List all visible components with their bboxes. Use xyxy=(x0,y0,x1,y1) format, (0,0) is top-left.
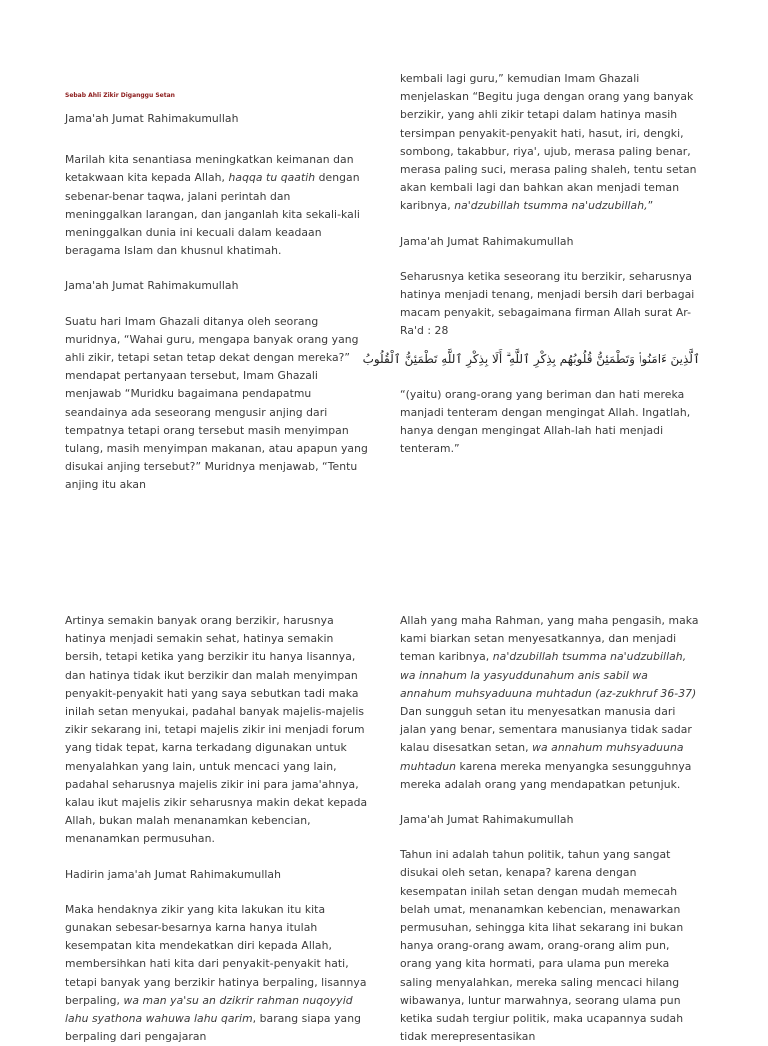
explanation-italic-phrase: na'dzubillah tsumma na'udzubillah, xyxy=(454,199,648,213)
rahman-text-c: karena mereka menyangka sesungguhnya mereka adalah orang yang mendapatkan petunjuk. xyxy=(400,759,692,791)
rahman-text-a: Allah yang maha Rahman, yang maha pengasih, maka kami biarkan setan menyesatkannya, dan menjadi teman karibnya, xyxy=(400,614,699,664)
quran-verse-arabic: ٱلَّذِينَ ءَامَنُوا۟ وَتَطْمَئِنُّ قُلُوبُهُم بِذِكْرِ ٱللَّهِ ۗ أَلَا بِذِكْرِ ٱللَّهِ تَطْمَئِنُّ ٱلْقُلُوبُ xyxy=(362,351,700,366)
paragraph-greeting: Jama'ah Jumat Rahimakumullah xyxy=(65,112,239,125)
paragraph-opening xyxy=(65,151,370,260)
zikir-usage-text-a: Maka hendaknya zikir yang kita lakukan itu kita gunakan sebesar-besarnya karna hanya itulah kesempatan kita mendekatkan diri kepada Allah, membersihkan hati kita dari penyakit-penyakit hati, tetapi banyak yang berzikir hatinya berpaling, lisannya berpaling, xyxy=(65,902,367,1007)
paragraph-zikir-should: Seharusnya ketika seseorang itu berzikir, seharusnya hatinya menjadi tenang, menjadi bersih dari berbagai macam penyakit, sebagaimana firman Allah surat Ar-Ra'd : 28 xyxy=(400,269,695,338)
opening-italic-phrase: haqqa tu qaatih xyxy=(228,171,316,185)
document-header-label: Sebab Ahli Zikir Diganggu Setan xyxy=(65,92,175,99)
rahman-italic-phrase-2: wa annahum muhsyaduuna muhtadun xyxy=(400,741,684,773)
zikir-usage-text-b: , barang siapa yang berpaling dari pengajaran xyxy=(65,1012,361,1044)
column-bottom-left xyxy=(65,612,370,1046)
paragraph-politics: Tahun ini adalah tahun politik, tahun yang sangat disukai oleh setan, kenapa? karena dengan kesempatan inilah setan dengan mudah memecah belah umat, menanamkan kebencian, menawarkan permusuhan, sehingga kita lihat sekarang ini bukan hanya orang-orang awam, orang-orang alim pun, orang yang kita hormati, para ulama pun mereka saling menyalahkan, mereka saling mencaci hilang wibawanya, luntur marwahnya, seorang ulama pun ketika sudah tergiur politik, maka ucapannya sudah tidak merepresentasikan xyxy=(400,848,684,1044)
column-top-right xyxy=(362,70,700,458)
rahman-italic-phrase: na'dzubillah tsumma na'udzubillah, wa innahum la yasyuddunahum anis sabil wa annahum muhsyaduuna muhtadun (az-zukhruf 36-37) xyxy=(400,650,697,700)
opening-text-b: dengan sebenar-benar taqwa, jalani perintah dan meninggalkan larangan, dan janganlah kita sekali-kali meninggalkan dunia ini kecuali dalam keadaan beragama Islam dan khusnul khatimah. xyxy=(65,171,360,258)
opening-text-a: Marilah kita senantiasa meningkatkan keimanan dan ketakwaan kita kepada Allah, xyxy=(65,153,354,185)
paragraph-rahman xyxy=(400,612,700,794)
rahman-text-b: Dan sungguh setan itu menyesatkan manusia dari jalan yang benar, sementara manusianya tidak sadar kalau disesatkan setan, xyxy=(400,705,692,755)
paragraph-meaning: Artinya semakin banyak orang berzikir, harusnya hatinya menjadi semakin sehat, hatinya semakin bersih, tetapi ketika yang berzikir itu hanya lisannya, dan hatinya tidak ikut berzikir dan malah menyimpan penyakit-penyakit hati yang saya sebutkan tadi maka inilah setan menyukai, padahal banyak majelis-majelis zikir sekarang ini, tetapi majelis zikir ini menjadi forum yang tidak tepat, karna terkadang digunakan untuk menyalahkan yang lain, untuk mencaci yang lain, padahal seharusnya majelis zikir ini para jama'ahnya, kalau ikut majelis zikir seharusnya makin dekat kepada Allah, bukan malah menanamkan kebencian, menanamkan permusuhan. xyxy=(65,614,368,846)
explanation-text-a: kembali lagi guru,” kemudian Imam Ghazali menjelaskan “Begitu juga dengan orang yang banyak berzikir, yang ahli zikir tetapi dalam hatinya masih tersimpan penyakit-penyakit hati, hasut, iri, dengki, sombong, takabbur, riya', ujub, merasa paling benar, merasa paling suci, merasa paling shaleh, tentu setan akan kembali lagi dan bahkan akan menjadi teman karibnya, xyxy=(400,72,697,213)
column-top-left xyxy=(65,110,370,495)
paragraph-greeting-4: Hadirin jama'ah Jumat Rahimakumullah xyxy=(65,867,281,881)
paragraph-greeting-5: Jama'ah Jumat Rahimakumullah xyxy=(400,813,574,827)
paragraph-verse-translation: “(yaitu) orang-orang yang beriman dan hati mereka manjadi tenteram dengan mengingat Allah. Ingatlah, hanya dengan mengingat Allah-lah hati menjadi tenteram.” xyxy=(400,387,691,456)
paragraph-zikir-usage xyxy=(65,901,370,1046)
zikir-usage-italic-phrase: wa man ya'su an dzikrir rahman nuqoyyid lahu syathona wahuwa lahu qarim xyxy=(65,993,353,1026)
paragraph-story: Suatu hari Imam Ghazali ditanya oleh seorang muridnya, “Wahai guru, mengapa banyak orang yang ahli zikir, tetapi setan tetap dekat dengan mereka?” mendapat pertanyaan tersebut, Imam Ghazali menjawab “Muridku bagaimana pendapatmu seandainya ada seseorang mengusir anjing dari tempatnya tetapi orang tersebut masih menyimpan tulang, masih menyimpan makanan, atau apapun yang disukai anjing tersebut?” Muridnya menjawab, “Tentu anjing itu akan xyxy=(65,314,368,492)
paragraph-greeting-2: Jama'ah Jumat Rahimakumullah xyxy=(65,279,239,293)
paragraph-explanation xyxy=(400,70,700,216)
paragraph-greeting-3: Jama'ah Jumat Rahimakumullah xyxy=(400,234,574,248)
column-bottom-right xyxy=(400,612,700,1046)
explanation-text-b: ” xyxy=(647,199,654,213)
